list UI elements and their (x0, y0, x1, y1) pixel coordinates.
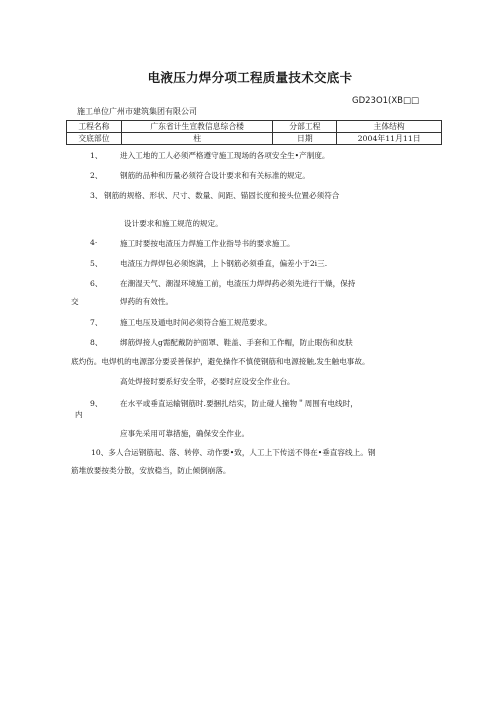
item-text: 绑筋焊接人g需配戴防护面罩、鞋盖、手套和工作帽，防止眼伤和皮肤 (120, 338, 353, 347)
item-number: 1、 (90, 151, 103, 160)
item-text: 进入工地的工人必须严格遵守施工现场的各项安全生•产制度。 (120, 151, 330, 160)
item-number: 7、 (90, 318, 103, 327)
item-number: 9、 (90, 399, 103, 408)
item-text: 施工电压及遁电时间必须符合施工规范要求。 (120, 318, 272, 327)
handover-part-label: 交底部位 (67, 133, 122, 145)
project-name-value: 广东省计生宣教信息综合楼 (121, 121, 273, 133)
margin-mark: 交 (71, 297, 79, 306)
table-row (67, 121, 442, 133)
form-code: GD23O1(XB□□ (352, 96, 420, 106)
sub-project-value: 主体结构 (337, 121, 442, 133)
item-number: 3、 (90, 191, 103, 200)
handover-part-value: 柱 (121, 133, 273, 145)
item-text: 钢筋的品种和历量必须符合设计要求和有关标准的规定。 (120, 171, 310, 180)
item-text: 设计要求和施工规范的规定。 (124, 219, 223, 228)
item-number: 4· (90, 238, 98, 247)
item-text: 在潮湿天气、潮湿环境施工前，电渣压力焊焊药必须先进行干燥，保持 (120, 279, 356, 288)
item-text: 在水平或垂直运输钢筋时.要捆扎结实，防止碰人撞物＂周围有电线时， (120, 399, 358, 408)
date-label: 日期 (273, 133, 337, 145)
item-text: 电渣压力焊焊包必须饱满，上卜钢筋必须垂直，偏差小于2i三. (120, 259, 328, 268)
item-number: 2、 (90, 171, 103, 180)
construction-unit: 施工单位广州市建筑集团有限公司 (77, 107, 197, 116)
item-text: 钢筋的规格、形状、尺寸、数量、间距、锚固长度和接头位置必须符合 (104, 191, 340, 200)
sub-project-label: 分部工程 (273, 121, 337, 133)
project-info-table (66, 120, 442, 145)
item-number: 6、 (90, 279, 103, 288)
table-row (67, 133, 442, 145)
item-text: 焊药的有效性。 (120, 297, 174, 306)
date-value: 2004年11月11日 (337, 133, 442, 145)
margin-mark: 内 (75, 410, 83, 419)
item-text: 高处焊接时要系好安全带，必要时应设安全作业台。 (120, 377, 295, 386)
item-number: 5、 (90, 259, 103, 268)
project-name-label: 工程名称 (67, 121, 122, 133)
item-text: 筋堆放要按类分散，安放稳当，防止倾倒崩落。 (71, 466, 231, 475)
item-number: 8、 (90, 338, 103, 347)
item-text: 施工时要按电渣压力焊施工作业指导书的要求施工。 (120, 239, 295, 248)
item-text: 应事先采用可靠措施，确保安全作业。 (120, 429, 250, 438)
document-title: 电液压力焊分项工程质量技术交底卡 (147, 70, 353, 85)
item-text: 10、多人合运钢筋起、落、转停、动作要•致，人工上下传送不得在•垂直容线上。钢 (91, 448, 376, 457)
item-text: 底灼伤。电焊机的电源部分要妥善保护，避免操作不慎使钢筋和电源接触,发生触电事故。 (71, 357, 370, 366)
